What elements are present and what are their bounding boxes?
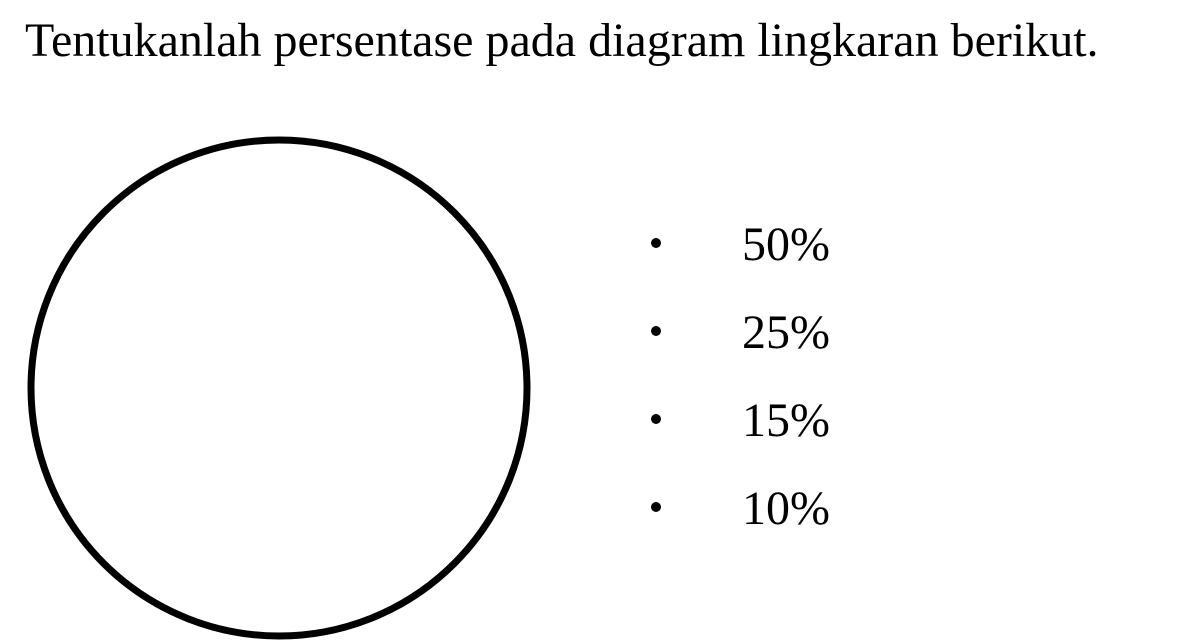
circle-outline: [31, 140, 527, 636]
bullet-icon: [651, 326, 661, 336]
bullet-icon: [651, 414, 661, 424]
option-label: 25%: [742, 306, 830, 359]
option-label: 10%: [742, 482, 830, 535]
bullet-icon: [651, 502, 661, 512]
option-label: 15%: [742, 394, 830, 447]
question-text: Tentukanlah persentase pada diagram lingkaran berikut.: [25, 14, 1099, 67]
bullet-icon: [651, 238, 661, 248]
option-label: 50%: [742, 218, 830, 271]
